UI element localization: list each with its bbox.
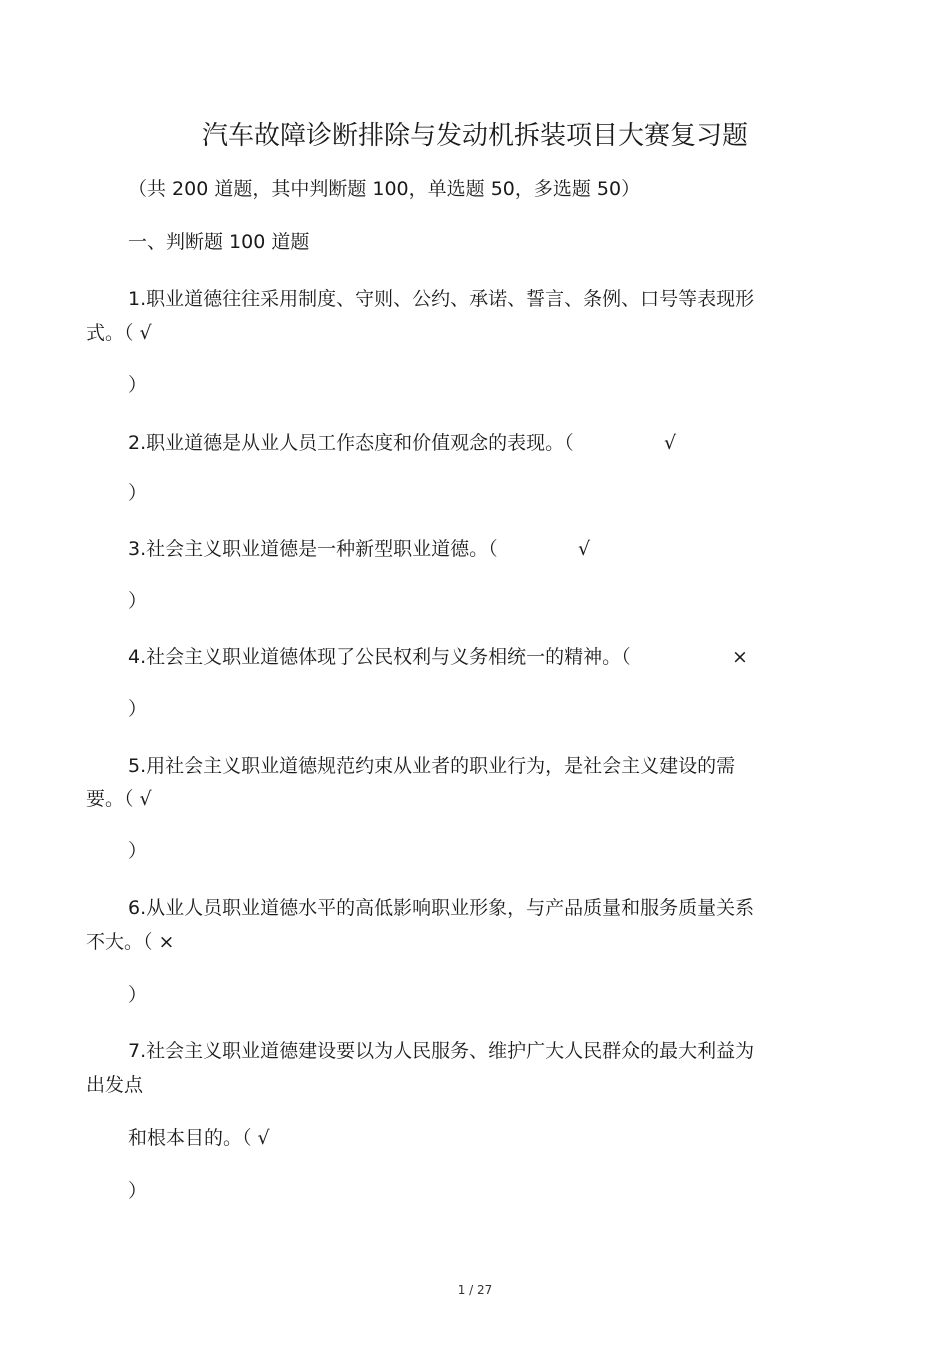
question-4-text: 4.社会主义职业道德体现了公民权利与义务相统一的精神。（ — [128, 646, 631, 668]
question-7-text-cont2: 和根本目的。（ √ — [128, 1127, 270, 1149]
question-5-text: 5.用社会主义职业道德规范约束从业者的职业行为，是社会主义建设的需 — [128, 755, 736, 777]
question-4-close: ） — [128, 698, 148, 720]
document-title: 汽车故障诊断排除与发动机拆装项目大赛复习题 — [201, 121, 748, 151]
question-3-close: ） — [128, 590, 148, 612]
question-5-text-cont: 要。（ √ — [86, 788, 152, 810]
question-1-text: 1.职业道德往往采用制度、守则、公约、承诺、誓言、条例、口号等表现形 — [128, 288, 755, 310]
question-7-text: 7.社会主义职业道德建设要以为人民服务、维护广大人民群众的最大利益为 — [128, 1040, 755, 1062]
question-2-close: ） — [128, 482, 148, 504]
question-1-close: ） — [128, 374, 148, 396]
question-7-text-cont: 出发点 — [86, 1074, 144, 1096]
question-2-text: 2.职业道德是从业人员工作态度和价值观念的表现。（ — [128, 432, 574, 454]
question-4-answer: × — [732, 646, 748, 668]
question-5-close: ） — [128, 840, 148, 862]
document-subtitle: （共 200 道题，其中判断题 100，单选题 50，多选题 50） — [128, 178, 641, 200]
question-3-text: 3.社会主义职业道德是一种新型职业道德。（ — [128, 538, 498, 560]
question-2-answer: √ — [664, 432, 677, 454]
page-number: 1 / 27 — [457, 1283, 493, 1297]
question-7-close: ） — [128, 1180, 148, 1202]
question-6-text: 6.从业人员职业道德水平的高低影响职业形象，与产品质量和服务质量关系 — [128, 897, 755, 919]
question-6-close: ） — [128, 984, 148, 1006]
question-6-text-cont: 不大。（ × — [86, 931, 175, 953]
question-1-text-cont: 式。（ √ — [86, 322, 152, 344]
question-3-answer: √ — [578, 538, 591, 560]
section-heading: 一、判断题 100 道题 — [128, 231, 310, 253]
